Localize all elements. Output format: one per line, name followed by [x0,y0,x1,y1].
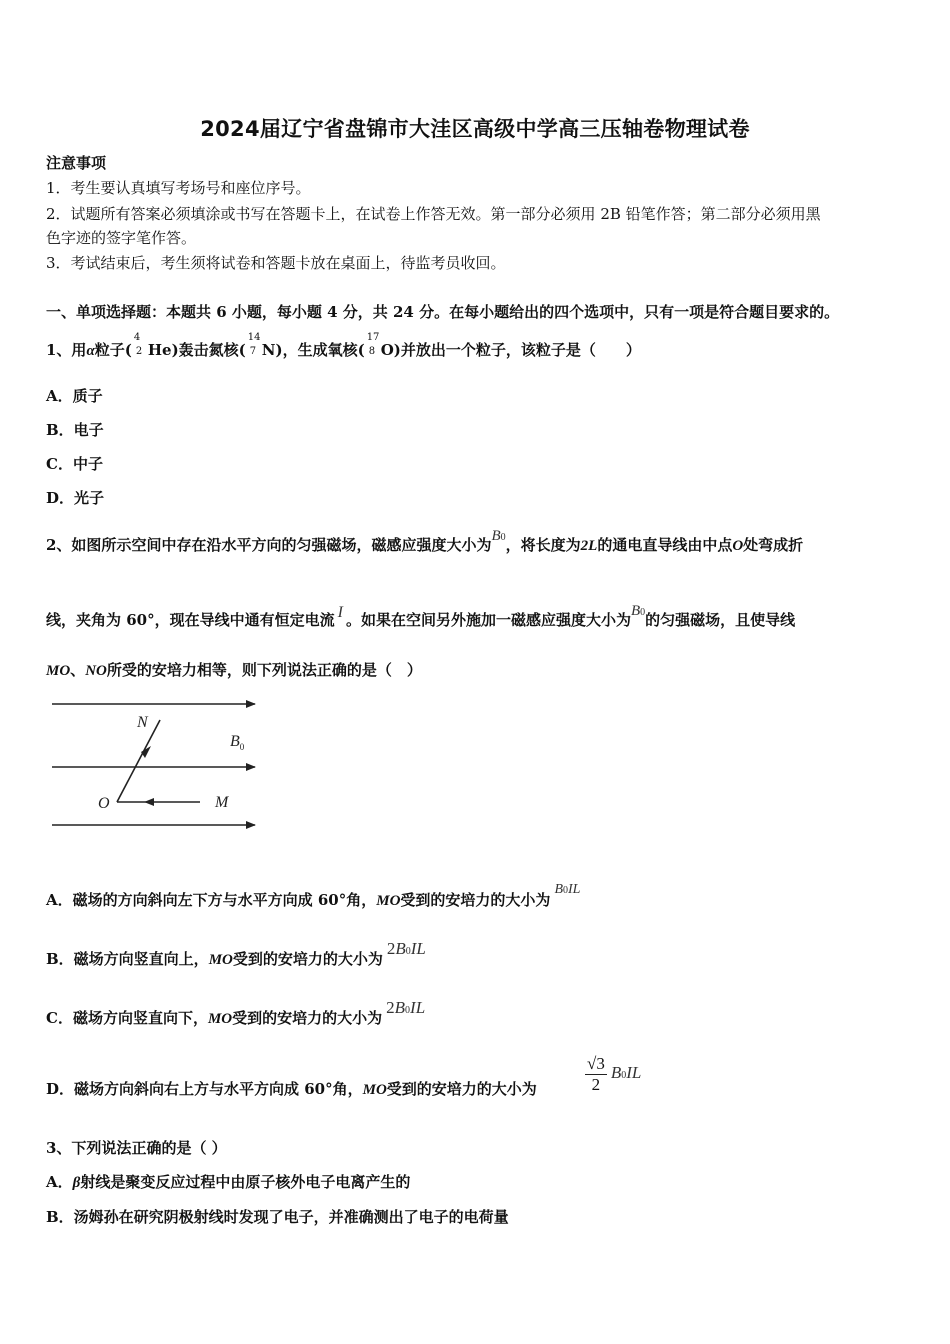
q1-prefix: 1、用 [46,341,87,359]
question-2-line-2: 线，夹角为 60°，现在导线中通有恒定电流 I 。如果在空间另外施加一磁感应强度大小为B0的匀强磁场，且使导线 [46,603,796,629]
q3-option-a: A．β射线是聚变反应过程中由原子核外电子电离产生的 [46,1173,411,1191]
question-3-stem: 3、下列说法正确的是（ ） [46,1139,227,1157]
q2-option-d: D．磁场方向斜向右上方与水平方向成 60°角，MO受到的安培力的大小为 [46,1080,537,1098]
notice-heading: 注意事项 [46,154,107,172]
q1-text: N)，生成氧核( [261,341,365,359]
current-arrow-icon [144,798,154,806]
magnetic-field-figure [40,690,270,840]
notice-item: 3．考试结束后，考生须将试卷和答题卡放在桌面上，待监考员收回。 [46,254,506,272]
question-2-line-1: 2、如图所示空间中存在沿水平方向的匀强磁场，磁感应强度大小为B0，将长度为2L的通电直导线由中点O处弯成折 [46,528,804,554]
b0-symbol: B0 [630,603,646,619]
b0-symbol: B0 [491,528,506,544]
q1-option-d: D．光子 [46,489,105,507]
label-m: M [215,794,229,811]
question-1-stem [46,332,641,361]
q1-text: He)轰击氮核( [147,341,246,359]
q1-text: O)并放出一个粒子，该粒子是（ ） [380,341,641,359]
question-2-line-3: MO、NO所受的安培力相等，则下列说法正确的是（ ） [46,661,422,679]
q1-option-a: A．质子 [46,387,103,405]
q1-option-b: B．电子 [46,421,104,439]
current-symbol: I [337,604,343,621]
fraction: $\frac{√3}{2}$ [587,1054,605,1094]
nitrogen-isotope: 14 7 [247,332,261,357]
oxygen-isotope: 17 8 [366,332,380,357]
q2-option-b: B．磁场方向竖直向上，MO受到的安培力的大小为2B0IL [46,939,426,968]
section-heading: 一、单项选择题：本题共 6 小题，每小题 4 分，共 24 分。在每小题给出的四个选项中，只有一项是符合题目要求的。 [46,303,840,321]
q1-text: 粒子( [94,341,132,359]
page-title: 2024届辽宁省盘锦市大洼区高级中学高三压轴卷物理试卷 [200,117,750,141]
q2-option-c: C．磁场方向竖直向下，MO受到的安培力的大小为2B0IL [46,998,426,1027]
label-o: O [98,795,110,812]
formula-2b0-il: 2B0IL [386,998,426,1017]
notice-item: 色字迹的签字笔作答。 [46,229,197,247]
q1-alpha-symbol: α [86,343,95,359]
formula-2b0-il: 2B0IL [386,939,426,958]
formula-b0-il: B0IL [554,882,581,897]
q3-option-b: B．汤姆孙在研究阴极射线时发现了电子，并准确测出了电子的电荷量 [46,1208,509,1226]
q2-option-a: A．磁场的方向斜向左下方与水平方向成 60°角，MO受到的安培力的大小为B0IL [46,882,581,909]
label-b0: $B_0$ [230,733,245,752]
label-n: N [137,714,148,731]
notice-item: 1．考生要认真填写考场号和座位序号。 [46,179,311,197]
formula-sqrt3-over-2-b0-il: $\frac{√3}{2}$ B0IL [587,1054,642,1094]
wire-segment-no [117,720,160,802]
notice-item: 2．试题所有答案必须填涂或书写在答题卡上，在试卷上作答无效。第一部分必须用 2B 铅笔作答；第二部分必须用黑 [46,205,821,223]
helium-isotope: 4 2 [133,332,143,357]
q1-option-c: C．中子 [46,455,103,473]
